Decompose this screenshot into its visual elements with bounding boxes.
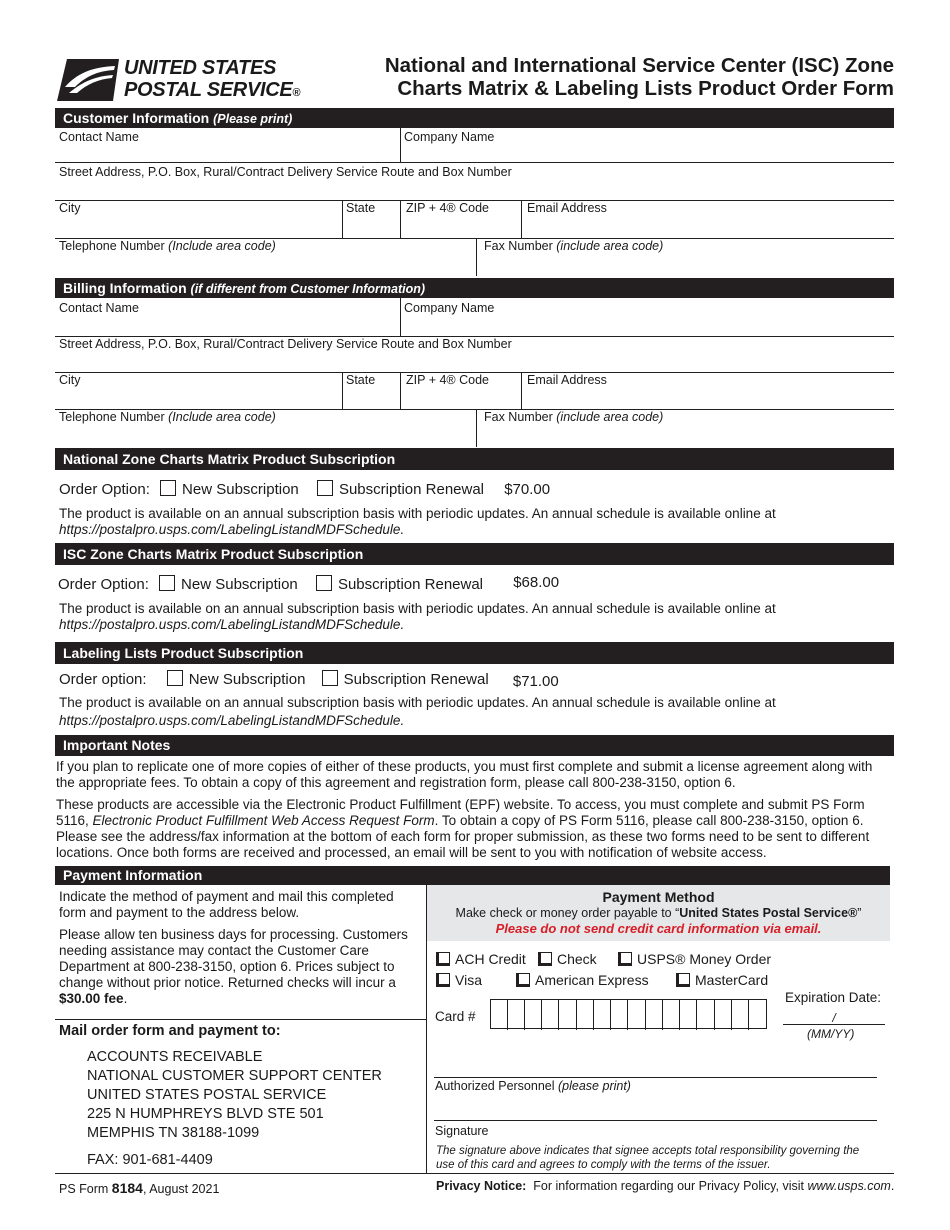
- expiration-label: Expiration Date:: [785, 990, 882, 1005]
- amex-option[interactable]: American Express: [516, 972, 649, 988]
- billing-contact-name-label: Contact Name: [59, 301, 139, 315]
- billing-fax-label: Fax Number (include area code): [484, 410, 664, 424]
- national-renewal[interactable]: Subscription Renewal: [317, 481, 484, 498]
- mailing-address: ACCOUNTS RECEIVABLE NATIONAL CUSTOMER SUPPORT CENTER UNITED STATES POSTAL SERVICE 225 N HUMPHREYS BLVD STE 501 MEMPHIS TN 38188-1099: [87, 1049, 382, 1141]
- labeling-order-option: Order option: New Subscription Subscription Renewal $71.00: [59, 671, 559, 690]
- isc-description: The product is available on an annual subscription basis with periodic updates. An annual schedule is available online at https://postalpro.usps.com/LabelingListandMDFSchedule.: [59, 601, 776, 632]
- checkbox-icon[interactable]: [317, 480, 333, 496]
- email-label: Email Address: [527, 201, 607, 215]
- mastercard-option[interactable]: MasterCard: [676, 972, 768, 988]
- isc-renewal[interactable]: Subscription Renewal: [316, 576, 483, 593]
- checkbox-icon[interactable]: [538, 952, 552, 966]
- visa-option[interactable]: Visa: [436, 972, 482, 988]
- zip-label: ZIP + 4® Code: [406, 201, 489, 215]
- labeling-description: The product is available on an annual subscription basis with periodic updates. An annual schedule is available online at https://postalpro.usps.com/LabelingListandMDFSchedule.: [59, 695, 776, 728]
- expiration-input[interactable]: /: [783, 1011, 885, 1025]
- form-title: National and International Service Center (ISC) Zone Charts Matrix & Labeling Lists Product Order Form: [384, 54, 894, 100]
- national-new-subscription[interactable]: New Subscription: [160, 481, 299, 498]
- telephone-label: Telephone Number (Include area code): [59, 239, 276, 253]
- payment-instructions: Indicate the method of payment and mail this completed form and payment to the address below.: [59, 889, 394, 920]
- signature-notice: The signature above indicates that signee accepts total responsibility governing the use of this card and agrees to comply with the terms of the issuer.: [436, 1145, 860, 1171]
- checkbox-icon[interactable]: [167, 670, 183, 686]
- payment-method-heading: Payment Method: [602, 889, 715, 905]
- city-label: City: [59, 201, 81, 215]
- state-label: State: [346, 201, 376, 215]
- billing-email-label: Email Address: [527, 373, 607, 387]
- checkbox-icon[interactable]: [516, 973, 530, 987]
- usps-link[interactable]: www.usps.com: [807, 1179, 891, 1193]
- usps-logo: [57, 55, 307, 105]
- authorized-personnel-label: Authorized Personnel (please print): [435, 1079, 631, 1093]
- signature-label: Signature: [435, 1124, 489, 1138]
- national-price: $70.00: [504, 481, 551, 498]
- billing-company-name-label: Company Name: [404, 301, 495, 315]
- eagle-icon: [57, 57, 119, 101]
- checkbox-icon[interactable]: [322, 670, 338, 686]
- checkbox-icon[interactable]: [160, 480, 176, 496]
- fax-number: FAX: 901-681-4409: [87, 1152, 213, 1168]
- privacy-notice: Privacy Notice: For information regarding our Privacy Policy, visit www.usps.com.: [436, 1179, 895, 1193]
- checkbox-icon[interactable]: [159, 575, 175, 591]
- money-order-option[interactable]: USPS® Money Order: [618, 951, 771, 967]
- isc-new-subscription[interactable]: New Subscription: [159, 576, 298, 593]
- isc-order-option: Order Option: New Subscription Subscription Renewal $68.00: [58, 574, 560, 593]
- checkbox-icon[interactable]: [316, 575, 332, 591]
- checkbox-icon[interactable]: [436, 952, 450, 966]
- checkbox-icon[interactable]: [676, 973, 690, 987]
- card-number-input[interactable]: [490, 999, 767, 1029]
- important-notes-header: Important Notes: [55, 735, 894, 756]
- street-address-label: Street Address, P.O. Box, Rural/Contract Delivery Service Route and Box Number: [59, 165, 512, 179]
- labeling-lists-header: Labeling Lists Product Subscription: [55, 642, 894, 664]
- national-description: The product is available on an annual subscription basis with periodic updates. An annual schedule is available online at https://postalpro.usps.com/LabelingListandMDFSchedule.: [59, 506, 776, 537]
- labeling-renewal[interactable]: Subscription Renewal: [322, 671, 489, 688]
- processing-notice: Please allow ten business days for processing. Customers needing assistance may contact the Customer Care Department at 800-238-3150, option 6. Prices subject to change without prior notice. Returned checks will incur a $30.00 fee.: [59, 927, 408, 1006]
- checkbox-icon[interactable]: [436, 973, 450, 987]
- company-name-label: Company Name: [404, 130, 495, 144]
- billing-telephone-label: Telephone Number (Include area code): [59, 410, 276, 424]
- billing-city-label: City: [59, 373, 81, 387]
- logo-wordmark: UNITED STATES POSTAL SERVICE®: [124, 57, 301, 101]
- checkbox-icon[interactable]: [618, 952, 632, 966]
- national-zone-header: National Zone Charts Matrix Product Subscription: [55, 448, 894, 470]
- card-number-label: Card #: [435, 1009, 476, 1024]
- mail-order-heading: Mail order form and payment to:: [59, 1023, 281, 1039]
- payment-info-header: Payment Information: [55, 866, 890, 885]
- national-order-option: Order Option: New Subscription Subscription Renewal $70.00: [59, 481, 551, 498]
- email-warning: Please do not send credit card information via email.: [495, 921, 822, 936]
- billing-street-address-label: Street Address, P.O. Box, Rural/Contract Delivery Service Route and Box Number: [59, 337, 512, 351]
- signature-line[interactable]: [434, 1120, 877, 1121]
- notes-paragraph-1: If you plan to replicate one of more copies of either of these products, you must first complete and submit a license agreement along with the appropriate fees. To obtain a copy of this agreement and registration form, please call 800-238-3150, option 6.: [56, 759, 873, 790]
- fax-label: Fax Number (include area code): [484, 239, 664, 253]
- check-option[interactable]: Check: [538, 951, 597, 967]
- labeling-price: $71.00: [512, 673, 559, 690]
- billing-zip-label: ZIP + 4® Code: [406, 373, 489, 387]
- billing-state-label: State: [346, 373, 376, 387]
- labeling-new-subscription[interactable]: New Subscription: [167, 671, 306, 688]
- ach-credit-option[interactable]: ACH Credit: [436, 951, 526, 967]
- payable-to: Make check or money order payable to “United States Postal Service®”: [455, 906, 862, 920]
- isc-zone-header: ISC Zone Charts Matrix Product Subscription: [55, 543, 894, 565]
- mmyy-hint: (MM/YY): [807, 1027, 855, 1041]
- notes-paragraph-2: These products are accessible via the Electronic Product Fulfillment (EPF) website. To access, you must complete and submit PS Form 5116, Electronic Product Fulfillment Web Access Request Form. To obtain a copy of PS Form 5116, please call 800-238-3150, option 6. Please see the address/fax information at the bottom of each form for proper submission, as these two forms need to be sent to different locations. Once both forms are received and processed, an email will be sent to you with notification of website access.: [56, 797, 870, 860]
- billing-info-header: Billing Information (if different from Customer Information): [55, 278, 894, 298]
- contact-name-label: Contact Name: [59, 130, 139, 144]
- isc-price: $68.00: [513, 574, 560, 591]
- authorized-personnel-line[interactable]: [434, 1077, 877, 1078]
- customer-info-header: Customer Information (Please print): [55, 108, 894, 128]
- form-number: PS Form 8184, August 2021: [59, 1180, 220, 1196]
